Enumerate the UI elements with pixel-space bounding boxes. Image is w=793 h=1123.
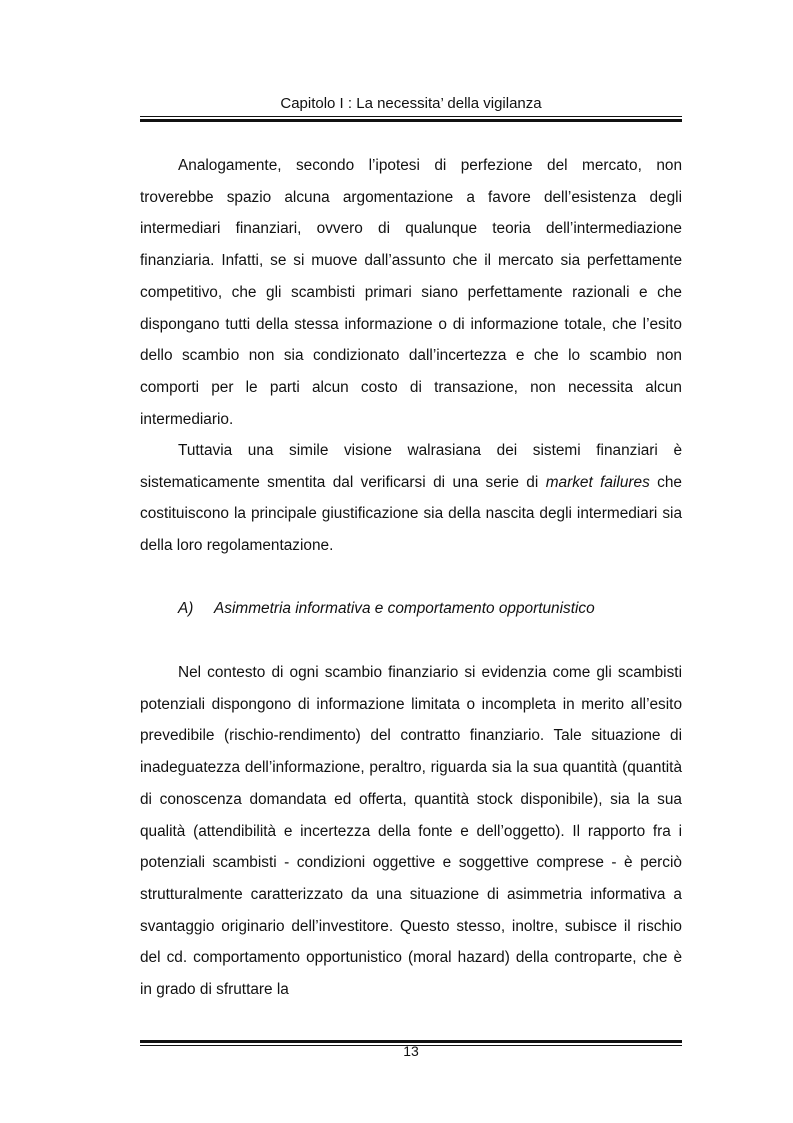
paragraph-3: Nel contesto di ogni scambio finanziario si evidenzia come gli scambisti potenziali dispongono di informazione limitata o incompleta in merito all’esito prevedibile (rischio-rendimento) del contratto finanziario. Tale situazione di inadeguatezza dell’informazione, peraltro, riguarda sia la sua quantità (quantità di conoscenza domandata ed offerta, quantità stock disponibile), sia la sua qualità (attendibilità e incertezza della fonte e dell’oggetto). Il rapporto fra i potenziali scambisti - condizioni oggettive e soggettive comprese - è perciò strutturalmente caratterizzato da una situazione di asimmetria informativa a svantaggio originario dell’investitore. Questo stesso, inoltre, subisce il rischio del cd. comportamento opportunistico (moral hazard) della controparte, che è in grado di sfruttare la <box>140 664 682 999</box>
paragraph-2 <box>140 435 682 562</box>
paragraph-1: Analogamente, secondo l’ipotesi di perfezione del mercato, non troverebbe spazio alcuna argomentazione a favore dell’esistenza degli intermediari finanziari, ovvero di qualunque teoria dell’intermediazione finanziaria. Infatti, se si muove dall’assunto che il mercato sia perfettamente competitivo, che gli scambisti primari siano perfettamente razionali e che dispongano tutti della stessa informazione o di informazione totale, che l’esito dello scambio non sia condizionato dall’incertezza e che lo scambio non comporti per le parti alcun costo di transazione, non necessita alcun intermediario. <box>140 157 682 428</box>
page-number: 13 <box>403 1043 419 1059</box>
paragraph-2-text-start: Tuttavia una simile visione walrasiana dei sistemi finanziari è sistematicamente smentita dal verificarsi di una serie di <box>140 442 682 491</box>
header-rule-thick <box>140 119 682 122</box>
running-header: Capitolo I : La necessita’ della vigilanza <box>280 95 542 112</box>
section-letter: A) <box>178 600 194 617</box>
header-rule-thin <box>140 116 682 117</box>
section-heading <box>178 597 595 621</box>
paragraph-2-text-end: che costituiscono la principale giustificazione sia della nascita degli intermediari sia della loro regolamentazione. <box>140 473 682 555</box>
section-title: Asimmetria informativa e comportamento opportunistico <box>214 600 595 617</box>
paragraph-2-italic-term: market failures <box>545 473 650 491</box>
